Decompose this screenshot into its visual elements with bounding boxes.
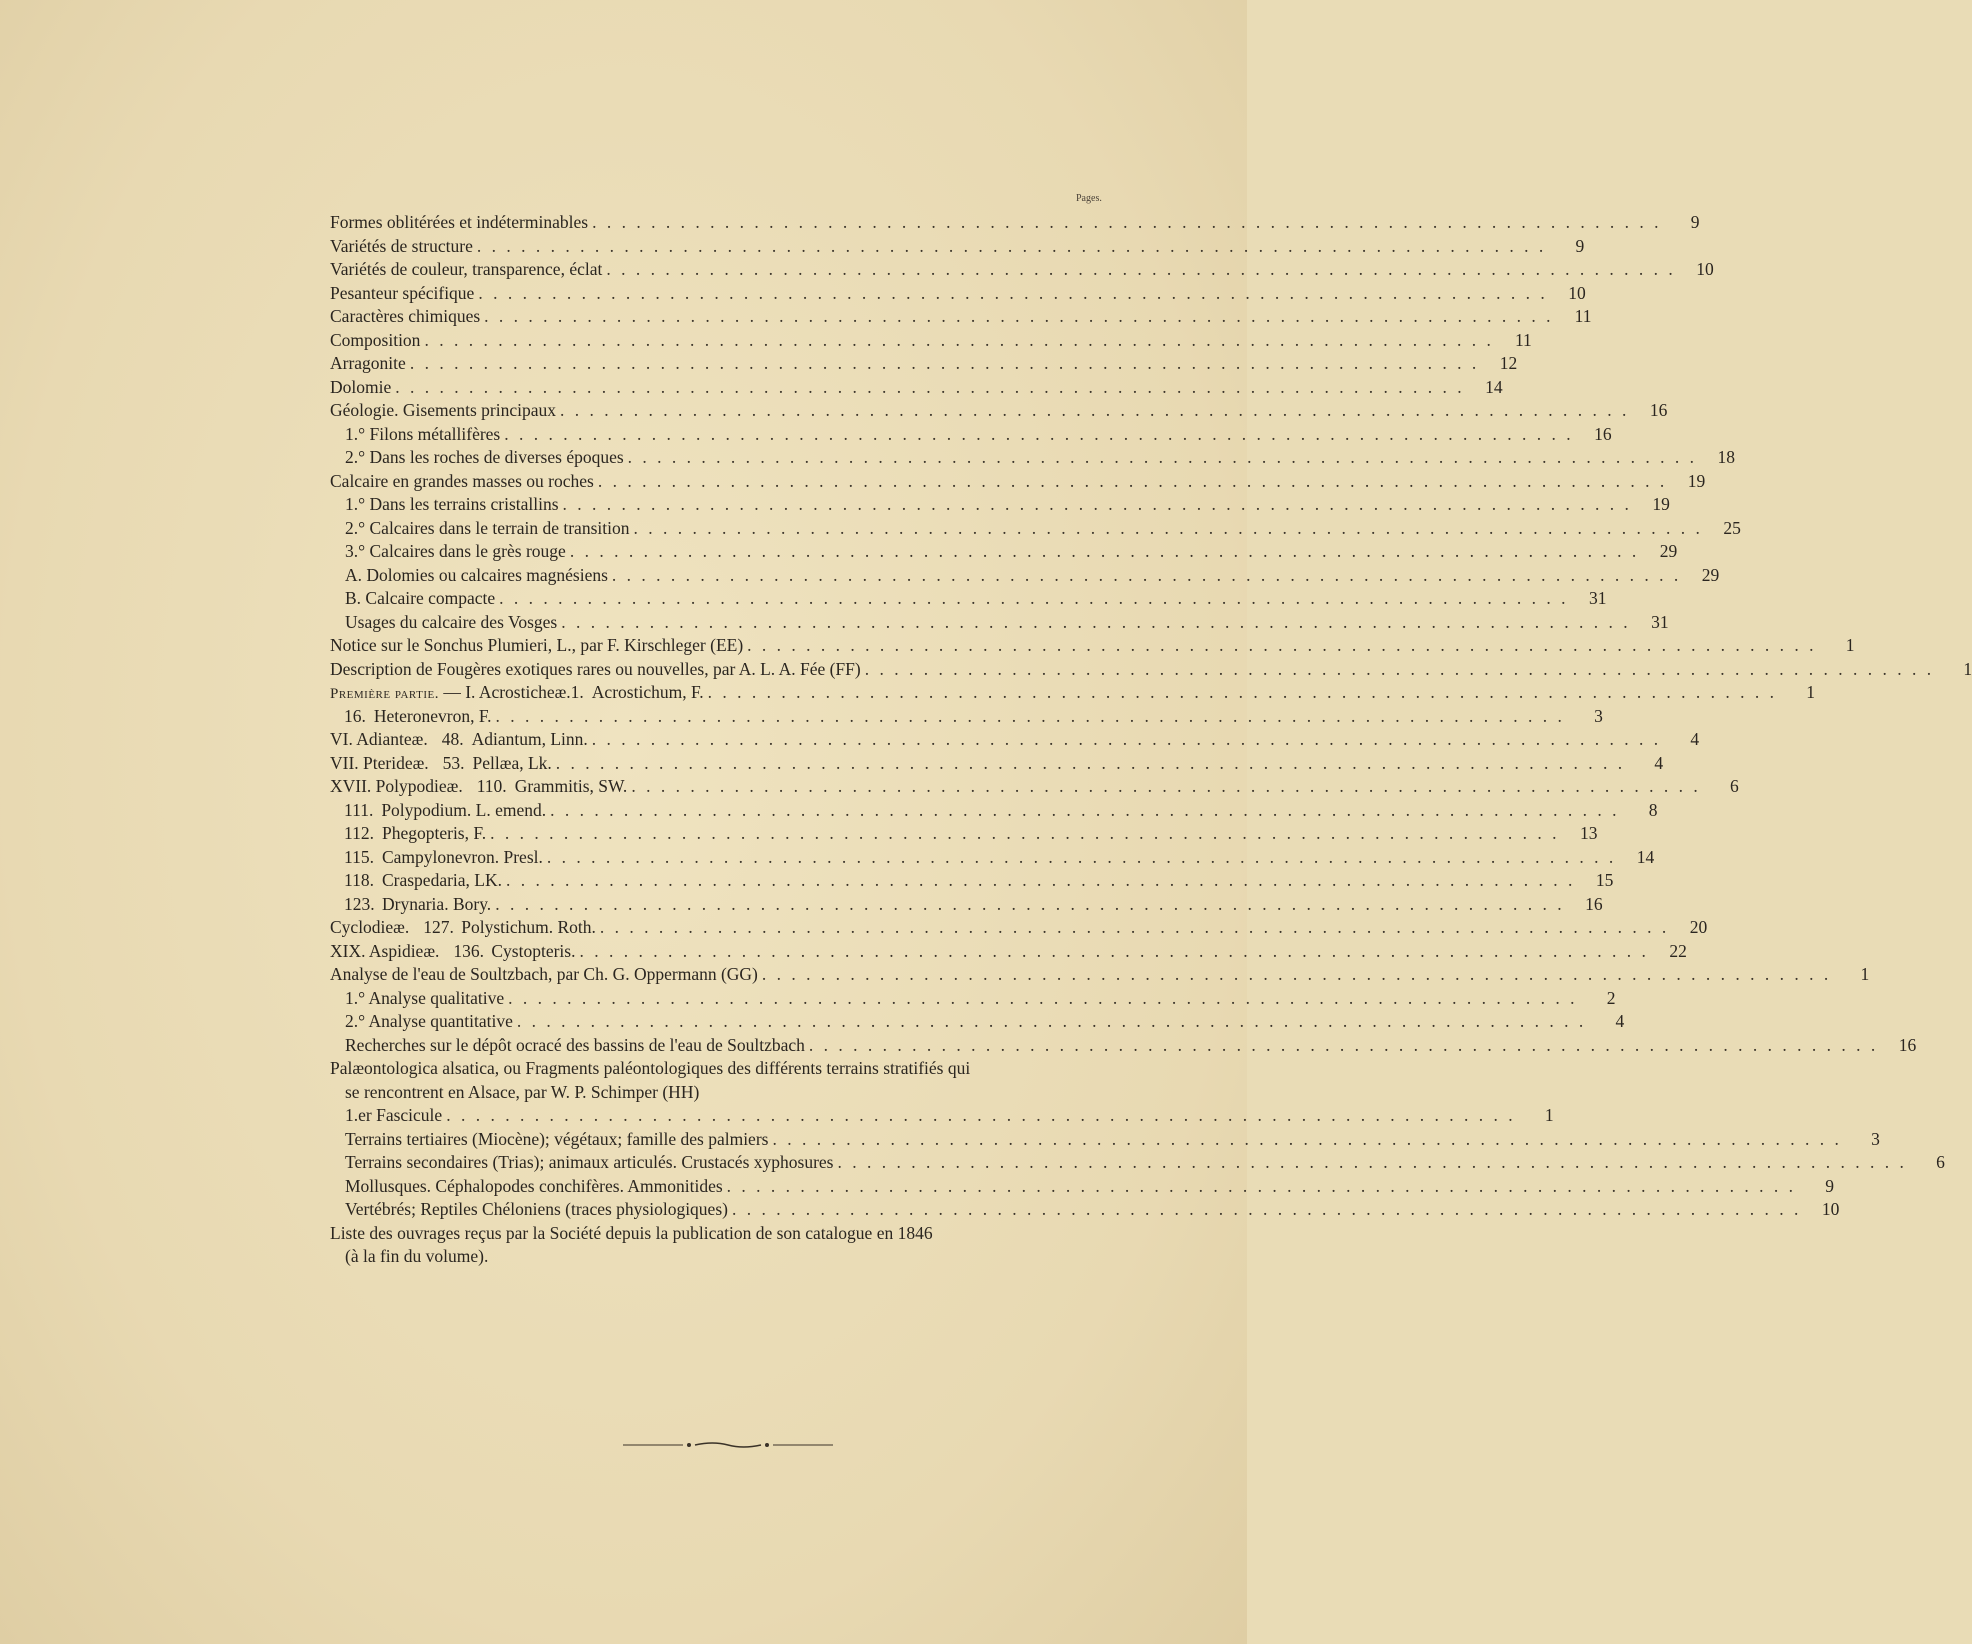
toc-page-number: 8	[1648, 799, 1658, 820]
liste-line: Liste des ouvrages reçus par la Société depuis la publication de son catalogue en 1846	[330, 1222, 933, 1243]
dot-leader: . . . . . . . . . . . . . . . . . . . . . . . . . . . . . . . . . . . . . . . . . . . . . . . . . . . . . . . . . . . . . . . . . . . . . . . . .	[747, 635, 1817, 655]
fern-genus-name: Acrostichum, F.	[591, 682, 704, 702]
fern-section	[330, 728, 442, 752]
toc-entry-title: Description de Fougères exotiques rares ou nouvelles, par A. L. A. Fée (FF)	[330, 658, 861, 679]
dot-leader: . . . . . . . . . . . . . . . . . . . . . . . . . . . . . . . . . . . . . . . . . . . . . . . . . . . . . . . . . . . . . . . . . . . . . . . . .	[837, 1152, 1907, 1172]
toc-row	[330, 1128, 1880, 1152]
toc-row	[330, 305, 1592, 329]
toc-page-number: 3	[1871, 1128, 1880, 1149]
toc-entry-title: B. Calcaire compacte	[345, 588, 496, 608]
toc-row	[330, 1104, 1554, 1128]
dot-leader: . . . . . . . . . . . . . . . . . . . . . . . . . . . . . . . . . . . . . . . . . . . . . . . . . . . . . . . . . . . . . . . . . . . . . . . . .	[761, 964, 1832, 984]
toc-section-ferns	[330, 681, 1816, 963]
dot-leader: . . . . . . . . . . . . . . . . . . . . . . . . . . . . . . . . . . . . . . . . . . . . . . . . . . . . . . . . . . . . . . . . . . . . . . . . .	[508, 987, 1578, 1008]
dot-leader: . . . . . . . . . . . . . . . . . . . . . . . . . . . . . . . . . . . . . . . . . . . . . . . . . . . . . . . . . . . . . . . . . . . . . . . . .	[546, 846, 1617, 867]
fern-genus-number: 110.	[476, 776, 507, 796]
dot-leader: . . . . . . . . . . . . . . . . . . . . . . . . . . . . . . . . . . . . . . . . . . . . . . . . . . . . . . . . . . . . . . . . . . . . . . . . .	[504, 423, 1574, 444]
fern-section-name: — I. Acrostichеæ.	[438, 682, 571, 702]
fern-row	[330, 940, 1687, 964]
toc-entry-title: 1.er Fascicule	[345, 1105, 443, 1125]
toc-row	[330, 963, 1870, 987]
fern-genus-number: 112.	[344, 823, 374, 843]
fern-section-name: VII. Pterideæ.	[330, 752, 429, 773]
dot-leader: . . . . . . . . . . . . . . . . . . . . . . . . . . . . . . . . . . . . . . . . . . . . . . . . . . . . . . . . . . . . . . . . . . . . . . . . .	[631, 776, 1701, 796]
toc-row	[330, 329, 1532, 353]
dot-leader: . . . . . . . . . . . . . . . . . . . . . . . . . . . . . . . . . . . . . . . . . . . . . . . . . . . . . . . . . . . . . . . . . . . . . . . . .	[562, 494, 1632, 514]
toc-entry-title: Composition	[330, 329, 421, 350]
toc-row	[330, 1034, 1917, 1058]
toc-page-number: 22	[1669, 940, 1687, 961]
toc-page-number: 18	[1717, 447, 1736, 467]
toc-page-number: 10	[1696, 259, 1714, 279]
dot-leader: . . . . . . . . . . . . . . . . . . . . . . . . . . . . . . . . . . . . . . . . . . . . . . . . . . . . . . . . . . . . . . . . . . . . . . . . .	[731, 1199, 1802, 1219]
dot-leader: . . . . . . . . . . . . . . . . . . . . . . . . . . . . . . . . . . . . . . . . . . . . . . . . . . . . . . . . . . . . . . . . . . . . . . . . .	[484, 306, 1554, 326]
fern-genus-number: 48.	[441, 729, 464, 749]
toc-entry-title: Pesanteur spécifique	[330, 282, 475, 303]
toc-page-number: 19	[1652, 494, 1670, 514]
fern-row	[330, 869, 1614, 893]
dot-leader: . . . . . . . . . . . . . . . . . . . . . . . . . . . . . . . . . . . . . . . . . . . . . . . . . . . . . . . . . . . . . . . . . . . . . . . . .	[478, 282, 1548, 303]
toc-page-number: 10	[1821, 1199, 1840, 1219]
fern-row	[330, 893, 1603, 917]
dot-leader: . . . . . . . . . . . . . . . . . . . . . . . . . . . . . . . . . . . . . . . . . . . . . . . . . . . . . . . . . . . . . . . . . . . . . . . . .	[569, 541, 1640, 561]
dot-leader: . . . . . . . . . . . . . . . . . . . . . . . . . . . . . . . . . . . . . . . . . . . . . . . . . . . . . . . . . . . . . . . . . . . . . . . . .	[591, 729, 1662, 749]
toc-entry-title: Terrains tertiaires (Miocène); végétaux; famille des palmiers	[345, 1128, 769, 1149]
dot-leader: . . . . . . . . . . . . . . . . . . . . . . . . . . . . . . . . . . . . . . . . . . . . . . . . . . . . . . . . . . . . . . . . . . . . . . . . .	[495, 705, 1565, 726]
dot-leader: . . . . . . . . . . . . . . . . . . . . . . . . . . . . . . . . . . . . . . . . . . . . . . . . . . . . . . . . . . . . . . . . . . . . . . . . .	[516, 1011, 1587, 1031]
toc-entry-title: Recherches sur le dépôt ocracé des bassins de l'eau de Soultzbach	[345, 1034, 805, 1055]
dot-leader: . . . . . . . . . . . . . . . . . . . . . . . . . . . . . . . . . . . . . . . . . . . . . . . . . . . . . . . . . . . . . . . . . . . . . . . . .	[446, 1105, 1516, 1125]
fern-row	[330, 846, 1655, 870]
dot-leader: . . . . . . . . . . . . . . . . . . . . . . . . . . . . . . . . . . . . . . . . . . . . . . . . . . . . . . . . . . . . . . . . . . . . . . . . .	[409, 353, 1480, 373]
toc-row	[330, 564, 1720, 588]
fern-genus-number: 16.	[344, 705, 366, 726]
fern-genus-name: Phegopteris, F.	[381, 823, 487, 843]
toc-page-number: 6	[1936, 1152, 1945, 1172]
fern-genus-number: 136.	[453, 940, 484, 961]
dot-leader: . . . . . . . . . . . . . . . . . . . . . . . . . . . . . . . . . . . . . . . . . . . . . . . . . . . . . . . . . . . . . . . . . . . . . . . . .	[772, 1128, 1842, 1149]
toc-entry-title: Caractères chimiques	[330, 306, 481, 326]
toc-page-number: 31	[1651, 611, 1669, 632]
dot-leader: . . . . . . . . . . . . . . . . . . . . . . . . . . . . . . . . . . . . . . . . . . . . . . . . . . . . . . . . . . . . . . . . . . . . . . . . .	[599, 917, 1670, 937]
toc-page-number: 20	[1689, 917, 1708, 937]
palaeo-title-line: Palæontologica alsatica, ou Fragments paléontologiques des différents terrains stratifiés qui	[330, 1058, 971, 1078]
toc-liste-entry	[330, 1222, 1090, 1269]
toc-row	[330, 587, 1607, 611]
fern-row	[330, 822, 1598, 846]
toc-page-number: 1	[1860, 964, 1870, 984]
toc-page-number: 19	[1687, 470, 1706, 491]
fern-section-name: VI. Adianteæ.	[330, 729, 428, 749]
toc-section-palaeo	[330, 1104, 1945, 1222]
toc-entry-title: 1.° Dans les terrains cristallins	[345, 494, 559, 514]
fern-genus-name: Adiantum, Linn.	[471, 729, 588, 749]
toc-page-number: 16	[1594, 423, 1612, 444]
toc-page-number: 3	[1594, 705, 1603, 726]
part-label: Première partie.	[330, 686, 439, 702]
dot-leader: . . . . . . . . . . . . . . . . . . . . . . . . . . . . . . . . . . . . . . . . . . . . . . . . . . . . . . . . . . . . . . . . . . . . . . . . .	[707, 682, 1778, 702]
toc-page-number: 1	[1806, 682, 1816, 702]
fern-section-name: XVII. Polypodieæ.	[330, 776, 463, 796]
toc-row	[330, 611, 1669, 635]
toc-row	[330, 634, 1855, 658]
toc-entry-title: Analyse de l'eau de Soultzbach, par Ch. G. Oppermann (GG)	[330, 964, 758, 984]
toc-row	[330, 376, 1503, 400]
fern-section	[330, 916, 423, 940]
fern-section-name: XIX. Aspidieæ.	[330, 940, 440, 961]
toc-row	[330, 493, 1670, 517]
dot-leader: . . . . . . . . . . . . . . . . . . . . . . . . . . . . . . . . . . . . . . . . . . . . . . . . . . . . . . . . . . . . . . . . . . . . . . . . .	[506, 870, 1576, 890]
toc-row	[330, 1198, 1840, 1222]
toc-entry-title: Terrains secondaires (Trias); animaux articulés. Crustacés xyphosures	[345, 1152, 834, 1172]
dot-leader: . . . . . . . . . . . . . . . . . . . . . . . . . . . . . . . . . . . . . . . . . . . . . . . . . . . . . . . . . . . . . . . . . . . . . . . . .	[606, 259, 1676, 279]
dot-leader: . . . . . . . . . . . . . . . . . . . . . . . . . . . . . . . . . . . . . . . . . . . . . . . . . . . . . . . . . . . . . . . . . . . . . . . . .	[597, 470, 1668, 491]
toc-entry-title: 3.° Calcaires dans le grès rouge	[345, 541, 566, 561]
toc-page-number: 9	[1690, 212, 1700, 232]
toc-entry-title: 2.° Analyse quantitative	[345, 1011, 513, 1031]
toc-page-number: 4	[1654, 752, 1664, 773]
fern-section	[330, 752, 443, 776]
dot-leader: . . . . . . . . . . . . . . . . . . . . . . . . . . . . . . . . . . . . . . . . . . . . . . . . . . . . . . . . . . . . . . . . . . . . . . . . .	[627, 447, 1698, 467]
fern-row	[330, 752, 1664, 776]
toc-page-number: 29	[1659, 541, 1678, 561]
toc-row	[330, 352, 1518, 376]
fern-genus-number: 115.	[344, 846, 374, 867]
dot-leader: . . . . . . . . . . . . . . . . . . . . . . . . . . . . . . . . . . . . . . . . . . . . . . . . . . . . . . . . . . . . . . . . . . . . . . . . .	[864, 658, 1935, 679]
toc-entry-title: 2.° Dans les roches de diverses époques	[345, 447, 624, 467]
toc-row	[330, 540, 1678, 564]
dot-leader: . . . . . . . . . . . . . . . . . . . . . . . . . . . . . . . . . . . . . . . . . . . . . . . . . . . . . . . . . . . . . . . . . . . . . . . . .	[550, 799, 1620, 820]
dot-leader: . . . . . . . . . . . . . . . . . . . . . . . . . . . . . . . . . . . . . . . . . . . . . . . . . . . . . . . . . . . . . . . . . . . . . . . . .	[555, 752, 1626, 773]
toc-page-number: 16	[1898, 1034, 1917, 1055]
toc-entry-title: 2.° Calcaires dans le terrain de transition	[345, 517, 630, 538]
toc-page-number: 12	[1499, 353, 1518, 373]
toc-page-number: 1	[1544, 1105, 1554, 1125]
fern-genus-number: 1.	[570, 682, 584, 702]
toc-section-analysis	[330, 963, 1917, 1057]
fern-genus-name: Polypodium. L. emend.	[381, 799, 547, 820]
toc-row	[330, 658, 1972, 682]
liste-line: (à la fin du volume).	[345, 1246, 489, 1266]
toc-row	[330, 987, 1616, 1011]
palaeo-title-line: se rencontrent en Alsace, par W. P. Schimper (HH)	[345, 1081, 700, 1102]
dot-leader: . . . . . . . . . . . . . . . . . . . . . . . . . . . . . . . . . . . . . . . . . . . . . . . . . . . . . . . . . . . . . . . . . . . . . . . . .	[611, 564, 1682, 585]
toc-page-number: 11	[1514, 329, 1532, 350]
toc-page-number: 1	[1845, 635, 1855, 655]
toc-palaeo-entry	[330, 1057, 1090, 1104]
toc-entry-title: Mollusques. Céphalopodes conchifères. Ammonitides	[345, 1175, 723, 1196]
dot-leader: . . . . . . . . . . . . . . . . . . . . . . . . . . . . . . . . . . . . . . . . . . . . . . . . . . . . . . . . . . . . . . . . . . . . . . . . .	[495, 893, 1565, 914]
toc-entry-title: Arragonite	[330, 353, 406, 373]
toc-row	[330, 399, 1668, 423]
toc-row	[330, 1175, 1835, 1199]
toc-entry-title: Vertébrés; Reptiles Chéloniens (traces physiologiques)	[345, 1199, 728, 1219]
toc-row	[330, 211, 1700, 235]
fern-section-name: Cyclodieæ.	[330, 917, 410, 937]
toc-page-number: 11	[1574, 306, 1592, 326]
toc-entry-title: Dolomie	[330, 376, 392, 397]
toc-page-number: 14	[1485, 376, 1503, 397]
fern-genus-name: Pellæa, Lk.	[472, 752, 552, 773]
dot-leader: . . . . . . . . . . . . . . . . . . . . . . . . . . . . . . . . . . . . . . . . . . . . . . . . . . . . . . . . . . . . . . . . . . . . . . . . .	[633, 517, 1703, 538]
toc-page-number: 16	[1585, 893, 1603, 914]
end-ornament	[623, 1441, 833, 1449]
fern-genus-name: Grammitis, SW.	[514, 776, 628, 796]
toc-entry-title: Calcaire en grandes masses ou roches	[330, 470, 594, 491]
toc-page-number: 14	[1636, 846, 1655, 867]
toc-page-number: 10	[1568, 282, 1586, 303]
dot-leader: . . . . . . . . . . . . . . . . . . . . . . . . . . . . . . . . . . . . . . . . . . . . . . . . . . . . . . . . . . . . . . . . . . . . . . . . .	[490, 823, 1560, 843]
fern-row	[330, 728, 1700, 752]
toc-row	[330, 470, 1706, 494]
toc-row	[330, 258, 1714, 282]
toc-page-number: 29	[1701, 564, 1720, 585]
toc-page-number: 4	[1690, 729, 1700, 749]
toc-entry-title: 1.° Analyse qualitative	[345, 987, 505, 1008]
toc-page-number: 25	[1723, 517, 1741, 538]
toc-page-number: 13	[1579, 823, 1598, 843]
toc-row	[330, 282, 1586, 306]
fern-genus-number: 111.	[344, 799, 374, 820]
toc-page-number: 4	[1615, 1011, 1625, 1031]
fern-genus-name: Craspedaria, LK.	[381, 870, 503, 890]
toc-entry-title: Variétés de structure	[330, 235, 473, 256]
fern-section	[330, 775, 477, 799]
dot-leader: . . . . . . . . . . . . . . . . . . . . . . . . . . . . . . . . . . . . . . . . . . . . . . . . . . . . . . . . . . . . . . . . . . . . . . . . .	[499, 588, 1569, 608]
dot-leader: . . . . . . . . . . . . . . . . . . . . . . . . . . . . . . . . . . . . . . . . . . . . . . . . . . . . . . . . . . . . . . . . . . . . . . . . .	[726, 1175, 1797, 1196]
fern-section	[330, 940, 453, 964]
toc-section-mineralogy	[330, 211, 1972, 681]
toc-entry-title: Notice sur le Sonchus Plumieri, L., par F. Kirschleger (EE)	[330, 635, 744, 655]
dot-leader: . . . . . . . . . . . . . . . . . . . . . . . . . . . . . . . . . . . . . . . . . . . . . . . . . . . . . . . . . . . . . . . . . . . . . . . . .	[808, 1034, 1879, 1055]
fern-row	[330, 681, 1816, 705]
fern-row	[330, 705, 1603, 729]
toc-entry-title: Formes oblitérées et indéterminables	[330, 212, 589, 232]
toc-page-number: 6	[1729, 776, 1739, 796]
toc-row	[330, 423, 1612, 447]
toc-page-number: 1	[1963, 658, 1972, 679]
toc-page-number: 16	[1649, 400, 1668, 420]
toc-row	[330, 235, 1585, 259]
toc-row	[330, 1151, 1945, 1175]
toc-entry-title: Usages du calcaire des Vosges	[345, 611, 558, 632]
dot-leader: . . . . . . . . . . . . . . . . . . . . . . . . . . . . . . . . . . . . . . . . . . . . . . . . . . . . . . . . . . . . . . . . . . . . . . . . .	[424, 329, 1494, 350]
toc-page-number: 2	[1606, 987, 1616, 1008]
toc-page-number: 9	[1575, 235, 1585, 256]
toc-page-number: 9	[1825, 1175, 1835, 1196]
fern-row	[330, 799, 1658, 823]
fern-genus-name: Drynaria. Bory.	[382, 893, 492, 914]
dot-leader: . . . . . . . . . . . . . . . . . . . . . . . . . . . . . . . . . . . . . . . . . . . . . . . . . . . . . . . . . . . . . . . . . . . . . . . . .	[476, 235, 1547, 256]
dot-leader: . . . . . . . . . . . . . . . . . . . . . . . . . . . . . . . . . . . . . . . . . . . . . . . . . . . . . . . . . . . . . . . . . . . . . . . . .	[561, 611, 1631, 632]
toc-entry-title: 1.° Filons métallifères	[345, 423, 501, 444]
toc-entry-title: Variétés de couleur, transparence, éclat	[330, 259, 603, 279]
fern-genus-number: 123.	[344, 893, 375, 914]
dot-leader: . . . . . . . . . . . . . . . . . . . . . . . . . . . . . . . . . . . . . . . . . . . . . . . . . . . . . . . . . . . . . . . . . . . . . . . . .	[560, 400, 1630, 420]
fern-genus-name: Polystichum. Roth.	[461, 917, 596, 937]
fern-genus-name: Heteronevron, F.	[373, 705, 492, 726]
fern-genus-number: 127.	[423, 917, 454, 937]
table-of-contents	[330, 211, 1972, 1269]
fern-genus-number: 53.	[442, 752, 465, 773]
toc-entry-title: Géologie. Gisements principaux	[330, 400, 556, 420]
toc-row	[330, 446, 1736, 470]
fern-section	[330, 681, 571, 707]
toc-row	[330, 517, 1741, 541]
dot-leader: . . . . . . . . . . . . . . . . . . . . . . . . . . . . . . . . . . . . . . . . . . . . . . . . . . . . . . . . . . . . . . . . . . . . . . . . .	[579, 940, 1649, 961]
toc-page-number: 15	[1595, 870, 1614, 890]
fern-row	[330, 775, 1739, 799]
toc-page-number: 31	[1589, 588, 1607, 608]
toc-row	[330, 1010, 1625, 1034]
fern-genus-name: Cystopteris.	[491, 940, 576, 961]
toc-entry-title: A. Dolomies ou calcaires magnésiens	[345, 564, 608, 585]
pages-column-label: Pages.	[1076, 193, 1102, 204]
fern-row	[330, 916, 1708, 940]
fern-genus-name: Campylonevron. Presl.	[381, 846, 543, 867]
dot-leader: . . . . . . . . . . . . . . . . . . . . . . . . . . . . . . . . . . . . . . . . . . . . . . . . . . . . . . . . . . . . . . . . . . . . . . . . .	[592, 212, 1662, 232]
fern-genus-number: 118.	[344, 870, 374, 890]
dot-leader: . . . . . . . . . . . . . . . . . . . . . . . . . . . . . . . . . . . . . . . . . . . . . . . . . . . . . . . . . . . . . . . . . . . . . . . . .	[395, 376, 1465, 397]
